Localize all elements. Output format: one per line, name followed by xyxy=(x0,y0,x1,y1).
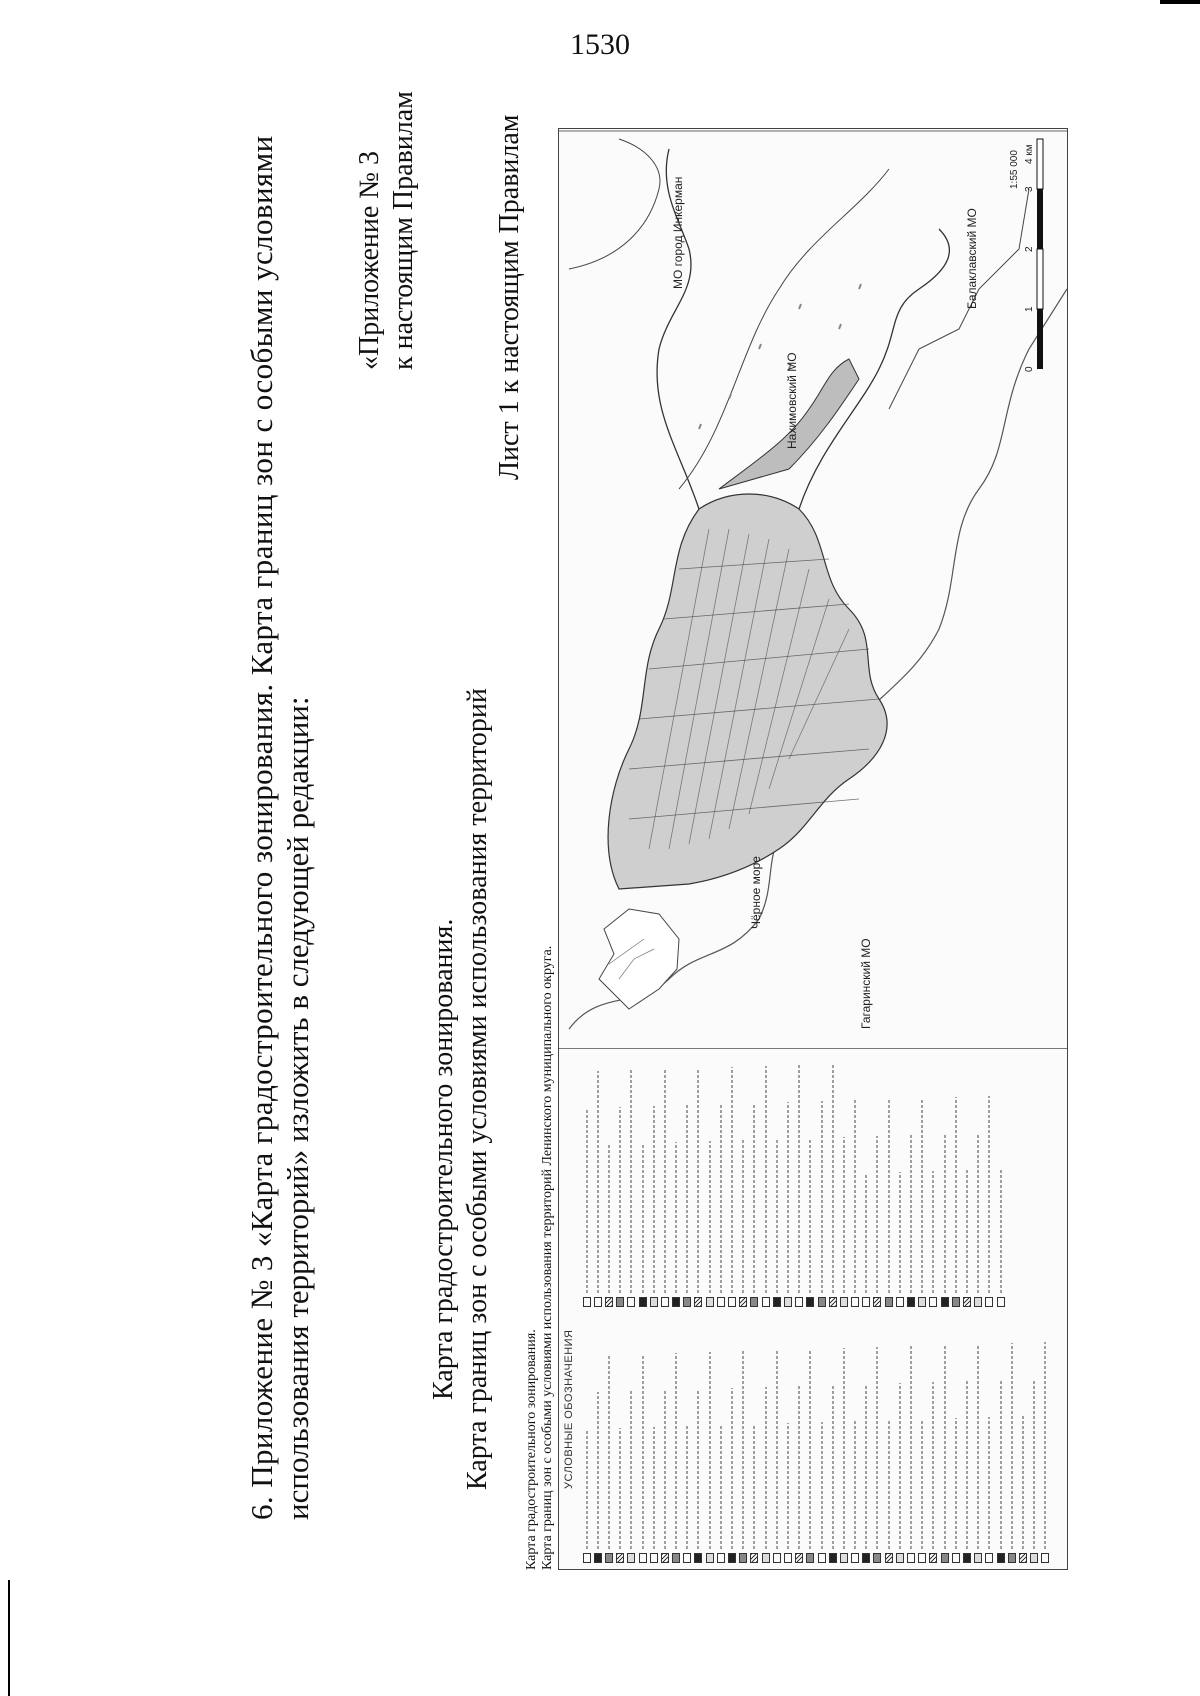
legend-text-illegible xyxy=(899,1172,901,1293)
legend-item xyxy=(816,1313,827,1563)
legend-text-illegible xyxy=(1000,1169,1002,1293)
legend-column-1 xyxy=(581,1313,1051,1563)
legend-item xyxy=(794,1313,805,1563)
legend-text-illegible xyxy=(888,1420,890,1549)
legend-item xyxy=(1029,1313,1040,1563)
legend-item xyxy=(872,1057,883,1307)
legend-item xyxy=(850,1057,861,1307)
legend-text-illegible xyxy=(921,1098,923,1293)
legend-text-illegible xyxy=(642,1143,644,1293)
legend-swatch xyxy=(997,1553,1005,1563)
legend-item xyxy=(592,1313,603,1563)
legend-text-illegible xyxy=(1011,1343,1013,1549)
legend-text-illegible xyxy=(709,1352,711,1549)
legend-item xyxy=(704,1057,715,1307)
legend-swatch xyxy=(896,1553,904,1563)
legend-text-illegible xyxy=(955,1418,957,1549)
scale-ratio: 1:55 000 xyxy=(1009,150,1020,189)
paragraph-line-1: 6. Приложение № 3 «Карта градостроительного зонирования. Карта границ зон с особыми условиями xyxy=(244,135,279,1520)
legend-item xyxy=(894,1313,905,1563)
legend-swatch xyxy=(739,1553,747,1563)
page-number: 1530 xyxy=(570,28,630,61)
legend-swatch xyxy=(683,1297,691,1307)
legend-text-illegible xyxy=(720,1425,722,1549)
scale-tick-1: 1 xyxy=(1024,306,1035,312)
legend-item xyxy=(693,1313,704,1563)
balaklavsky-label: Балаклавский МО xyxy=(965,208,979,309)
legend-item xyxy=(782,1057,793,1307)
legend-item xyxy=(738,1057,749,1307)
legend-text-illegible xyxy=(753,1424,755,1549)
legend-item xyxy=(715,1057,726,1307)
legend-item xyxy=(805,1313,816,1563)
legend-item xyxy=(637,1313,648,1563)
legend-swatch xyxy=(873,1553,881,1563)
legend-text-illegible xyxy=(586,1108,588,1293)
legend-text-illegible xyxy=(742,1140,744,1293)
map-drawing xyxy=(559,129,1067,1049)
legend-item xyxy=(603,1313,614,1563)
inkerman-boundary xyxy=(569,139,660,269)
legend-item xyxy=(782,1313,793,1563)
legend-swatch xyxy=(985,1553,993,1563)
legend-swatch xyxy=(717,1297,725,1307)
legend-text-illegible xyxy=(619,1428,621,1549)
legend-item xyxy=(659,1313,670,1563)
legend-text-illegible xyxy=(988,1096,990,1293)
legend-text-illegible xyxy=(653,1427,655,1549)
legend-item xyxy=(995,1057,1006,1307)
legend-swatch xyxy=(952,1553,960,1563)
legend-text-illegible xyxy=(608,1355,610,1549)
legend-item xyxy=(928,1057,939,1307)
inset-peninsula xyxy=(599,909,679,1009)
legend-swatch xyxy=(907,1553,915,1563)
legend-swatch xyxy=(929,1553,937,1563)
legend-item xyxy=(805,1057,816,1307)
legend-text-illegible xyxy=(675,1142,677,1293)
legend-swatch xyxy=(818,1553,826,1563)
legend-item xyxy=(827,1313,838,1563)
legend-text-illegible xyxy=(765,1066,767,1293)
sheet-label: Лист 1 к настоящим Правилам xyxy=(494,114,525,480)
legend-swatch xyxy=(795,1553,803,1563)
legend-text-illegible xyxy=(910,1346,912,1549)
legend-item xyxy=(771,1313,782,1563)
legend-swatch xyxy=(974,1297,982,1307)
legend-swatch xyxy=(672,1297,680,1307)
legend-swatch xyxy=(605,1297,613,1307)
legend-swatch xyxy=(661,1553,669,1563)
legend-text-illegible xyxy=(854,1421,856,1549)
legend-text-illegible xyxy=(821,1101,823,1293)
legend-text-illegible xyxy=(899,1383,901,1549)
legend-item xyxy=(838,1313,849,1563)
legend-swatch xyxy=(941,1297,949,1307)
legend-text-illegible xyxy=(686,1426,688,1549)
legend-item xyxy=(984,1057,995,1307)
legend-text-illegible xyxy=(932,1171,934,1293)
scale-tick-4: 4 км xyxy=(1024,144,1035,164)
legend-item xyxy=(682,1313,693,1563)
legend-text-illegible xyxy=(720,1104,722,1293)
legend-swatch xyxy=(851,1553,859,1563)
legend-text-illegible xyxy=(876,1347,878,1549)
legend-text-illegible xyxy=(876,1136,878,1293)
legend-text-illegible xyxy=(1033,1379,1035,1549)
legend-item xyxy=(693,1057,704,1307)
legend-item xyxy=(715,1313,726,1563)
legend-swatch xyxy=(616,1553,624,1563)
legend-swatch xyxy=(650,1297,658,1307)
legend-swatch xyxy=(750,1297,758,1307)
legend-item xyxy=(615,1057,626,1307)
legend-text-illegible xyxy=(888,1099,890,1293)
legend-item xyxy=(917,1313,928,1563)
legend-text-illegible xyxy=(1000,1380,1002,1549)
legend-item xyxy=(872,1313,883,1563)
legend-item xyxy=(928,1313,939,1563)
nakhimovsky-label: Нахимовский МО xyxy=(785,352,799,449)
legend-swatch xyxy=(762,1553,770,1563)
district-boundary-east xyxy=(799,229,949,509)
legend-swatch xyxy=(728,1553,736,1563)
paragraph-line-2: использования территорий» изложить в следующей редакции: xyxy=(280,696,315,1520)
legend-text-illegible xyxy=(697,1068,699,1293)
legend-text-illegible xyxy=(642,1354,644,1549)
legend-item xyxy=(838,1057,849,1307)
legend-text-illegible xyxy=(597,1071,599,1293)
legend-swatch xyxy=(1019,1553,1027,1563)
legend-swatch xyxy=(963,1297,971,1307)
scale-tick-3: 3 xyxy=(1024,186,1035,192)
legend-swatch xyxy=(918,1553,926,1563)
legend-item xyxy=(939,1313,950,1563)
legend-text-illegible xyxy=(977,1133,979,1293)
legend-text-illegible xyxy=(586,1429,588,1549)
legend-swatch xyxy=(605,1553,613,1563)
legend-text-illegible xyxy=(966,1381,968,1549)
legend-swatch xyxy=(1008,1553,1016,1563)
legend-swatch xyxy=(806,1297,814,1307)
legend-text-illegible xyxy=(798,1386,800,1549)
scale-tick-2: 2 xyxy=(1024,246,1035,252)
legend-swatch xyxy=(885,1297,893,1307)
legend-item xyxy=(682,1057,693,1307)
legend-item xyxy=(794,1057,805,1307)
legend-item xyxy=(1017,1313,1028,1563)
legend-text-illegible xyxy=(630,1070,632,1293)
legend-swatch xyxy=(862,1553,870,1563)
corner-rule xyxy=(1160,0,1200,4)
legend-swatch xyxy=(963,1553,971,1563)
gagarinsky-label: Гагаринский МО xyxy=(859,938,873,1029)
legend-item xyxy=(984,1313,995,1563)
legend-swatch xyxy=(806,1553,814,1563)
legend-swatch xyxy=(784,1297,792,1307)
legend-swatch xyxy=(873,1297,881,1307)
legend-item xyxy=(749,1313,760,1563)
legend-item xyxy=(973,1057,984,1307)
legend-item xyxy=(973,1313,984,1563)
legend-swatch xyxy=(1041,1553,1049,1563)
legend-swatch xyxy=(762,1297,770,1307)
map-area xyxy=(559,129,1067,1049)
legend-text-illegible xyxy=(1022,1416,1024,1549)
legend-item xyxy=(939,1057,950,1307)
legend-text-illegible xyxy=(955,1097,957,1293)
legend-swatch xyxy=(829,1297,837,1307)
legend-swatch xyxy=(885,1553,893,1563)
legend-item xyxy=(726,1057,737,1307)
legend-swatch xyxy=(639,1297,647,1307)
legend-item xyxy=(581,1313,592,1563)
legend-swatch xyxy=(583,1553,591,1563)
legend-swatch xyxy=(941,1553,949,1563)
legend-swatch xyxy=(683,1553,691,1563)
legend-swatch xyxy=(862,1297,870,1307)
legend-text-illegible xyxy=(910,1135,912,1293)
legend-item xyxy=(659,1057,670,1307)
legend-item xyxy=(883,1057,894,1307)
legend-text-illegible xyxy=(843,1348,845,1549)
legend-item xyxy=(671,1313,682,1563)
legend-swatch xyxy=(840,1553,848,1563)
legend-text-illegible xyxy=(619,1107,621,1293)
legend-text-illegible xyxy=(809,1138,811,1293)
scale-tick-0: 0 xyxy=(1024,366,1035,372)
legend-item xyxy=(648,1313,659,1563)
legend-swatch xyxy=(851,1297,859,1307)
appendix-note-line-1: «Приложение № 3 xyxy=(354,151,385,370)
legend-text-illegible xyxy=(944,1134,946,1293)
legend-title: УСЛОВНЫЕ ОБОЗНАЧЕНИЯ xyxy=(563,1329,575,1489)
legend-text-illegible xyxy=(630,1391,632,1549)
legend-item xyxy=(917,1057,928,1307)
legend-item xyxy=(894,1057,905,1307)
legend-item xyxy=(961,1057,972,1307)
legend-text-illegible xyxy=(675,1353,677,1549)
legend-swatch xyxy=(639,1553,647,1563)
legend-item xyxy=(1040,1313,1051,1563)
legend-item xyxy=(995,1313,1006,1563)
legend-text-illegible xyxy=(821,1422,823,1549)
legend-swatch xyxy=(773,1553,781,1563)
map-caption-line-1: Карта градостроительного зонирования. xyxy=(524,1329,539,1570)
legend-swatch xyxy=(773,1297,781,1307)
legend-text-illegible xyxy=(787,1102,789,1293)
legend-swatch xyxy=(650,1553,658,1563)
legend-text-illegible xyxy=(787,1423,789,1549)
legend-text-illegible xyxy=(753,1103,755,1293)
legend-item xyxy=(816,1057,827,1307)
legend-text-illegible xyxy=(988,1417,990,1549)
legend-column-2 xyxy=(581,1057,1006,1307)
legend-item xyxy=(771,1057,782,1307)
legend-text-illegible xyxy=(731,1067,733,1293)
legend-swatch xyxy=(974,1553,982,1563)
legend-swatch xyxy=(728,1297,736,1307)
legend-item xyxy=(861,1057,872,1307)
inkerman-label: МО город Инкерман xyxy=(671,176,685,289)
legend-item xyxy=(671,1057,682,1307)
legend-swatch xyxy=(818,1297,826,1307)
legend-text-illegible xyxy=(653,1106,655,1293)
legend-item xyxy=(626,1313,637,1563)
legend-swatch xyxy=(661,1297,669,1307)
legend-text-illegible xyxy=(709,1141,711,1293)
legend-text-illegible xyxy=(798,1065,800,1293)
legend-text-illegible xyxy=(966,1170,968,1293)
legend-item xyxy=(961,1313,972,1563)
legend-text-illegible xyxy=(664,1069,666,1293)
legend-item xyxy=(615,1313,626,1563)
legend-text-illegible xyxy=(865,1173,867,1293)
legend-item xyxy=(861,1313,872,1563)
legend-text-illegible xyxy=(932,1382,934,1549)
legend-swatch xyxy=(896,1297,904,1307)
legend-item xyxy=(1006,1313,1017,1563)
legend-swatch xyxy=(784,1553,792,1563)
city-built-up-area xyxy=(608,494,887,889)
map-legend xyxy=(559,1048,1067,1569)
legend-text-illegible xyxy=(854,1100,856,1293)
balaklava-boundary xyxy=(889,189,1029,409)
legend-swatch xyxy=(583,1297,591,1307)
map-caption-line-2: Карта границ зон с особыми условиями использования территорий Ленинского муниципального округа. xyxy=(540,945,555,1570)
legend-text-illegible xyxy=(1044,1342,1046,1549)
legend-text-illegible xyxy=(865,1384,867,1549)
legend-swatch xyxy=(706,1553,714,1563)
legend-text-illegible xyxy=(776,1350,778,1549)
legend-text-illegible xyxy=(832,1064,834,1293)
legend-item xyxy=(749,1057,760,1307)
legend-swatch xyxy=(694,1297,702,1307)
legend-item xyxy=(603,1057,614,1307)
legend-text-illegible xyxy=(697,1389,699,1549)
legend-item xyxy=(827,1057,838,1307)
legend-text-illegible xyxy=(664,1390,666,1549)
legend-swatch xyxy=(840,1297,848,1307)
legend-text-illegible xyxy=(944,1345,946,1549)
legend-item xyxy=(637,1057,648,1307)
legend-item xyxy=(905,1057,916,1307)
legend-item xyxy=(626,1057,637,1307)
legend-item xyxy=(950,1057,961,1307)
legend-text-illegible xyxy=(731,1388,733,1549)
legend-swatch xyxy=(694,1553,702,1563)
legend-item xyxy=(883,1313,894,1563)
legend-item xyxy=(760,1057,771,1307)
legend-swatch xyxy=(918,1297,926,1307)
legend-text-illegible xyxy=(977,1344,979,1549)
legend-swatch xyxy=(717,1553,725,1563)
legend-swatch xyxy=(795,1297,803,1307)
legend-text-illegible xyxy=(608,1144,610,1293)
legend-swatch xyxy=(672,1553,680,1563)
legend-text-illegible xyxy=(776,1139,778,1293)
legend-swatch xyxy=(706,1297,714,1307)
rotated-content xyxy=(0,60,1140,1660)
legend-item xyxy=(738,1313,749,1563)
appendix-note-line-2: к настоящим Правилам xyxy=(388,91,419,370)
legend-text-illegible xyxy=(765,1387,767,1549)
legend-text-illegible xyxy=(809,1349,811,1549)
legend-text-illegible xyxy=(832,1385,834,1549)
legend-text-illegible xyxy=(921,1419,923,1549)
legend-swatch xyxy=(985,1297,993,1307)
legend-item xyxy=(905,1313,916,1563)
legend-swatch xyxy=(1030,1553,1038,1563)
legend-item xyxy=(592,1057,603,1307)
legend-swatch xyxy=(739,1297,747,1307)
document-title-line-1: Карта градостроительного зонирования. xyxy=(428,918,459,1400)
legend-item xyxy=(648,1057,659,1307)
legend-swatch xyxy=(929,1297,937,1307)
legend-swatch xyxy=(594,1553,602,1563)
legend-text-illegible xyxy=(843,1137,845,1293)
legend-text-illegible xyxy=(742,1351,744,1549)
legend-item xyxy=(850,1313,861,1563)
legend-swatch xyxy=(594,1297,602,1307)
legend-swatch xyxy=(952,1297,960,1307)
black-sea-label: Чёрное море xyxy=(749,856,763,929)
legend-item xyxy=(581,1057,592,1307)
legend-item xyxy=(704,1313,715,1563)
legend-text-illegible xyxy=(597,1392,599,1549)
legend-swatch xyxy=(627,1297,635,1307)
document-title-line-2: Карта границ зон с особыми условиями использования территорий xyxy=(462,688,493,1490)
legend-item xyxy=(760,1313,771,1563)
legend-swatch xyxy=(997,1297,1005,1307)
legend-item xyxy=(726,1313,737,1563)
legend-swatch xyxy=(616,1297,624,1307)
legend-swatch xyxy=(907,1297,915,1307)
legend-swatch xyxy=(829,1553,837,1563)
legend-item xyxy=(950,1313,961,1563)
legend-swatch xyxy=(627,1553,635,1563)
legend-text-illegible xyxy=(686,1105,688,1293)
legend-swatch xyxy=(750,1553,758,1563)
zoning-map xyxy=(558,128,1068,1570)
